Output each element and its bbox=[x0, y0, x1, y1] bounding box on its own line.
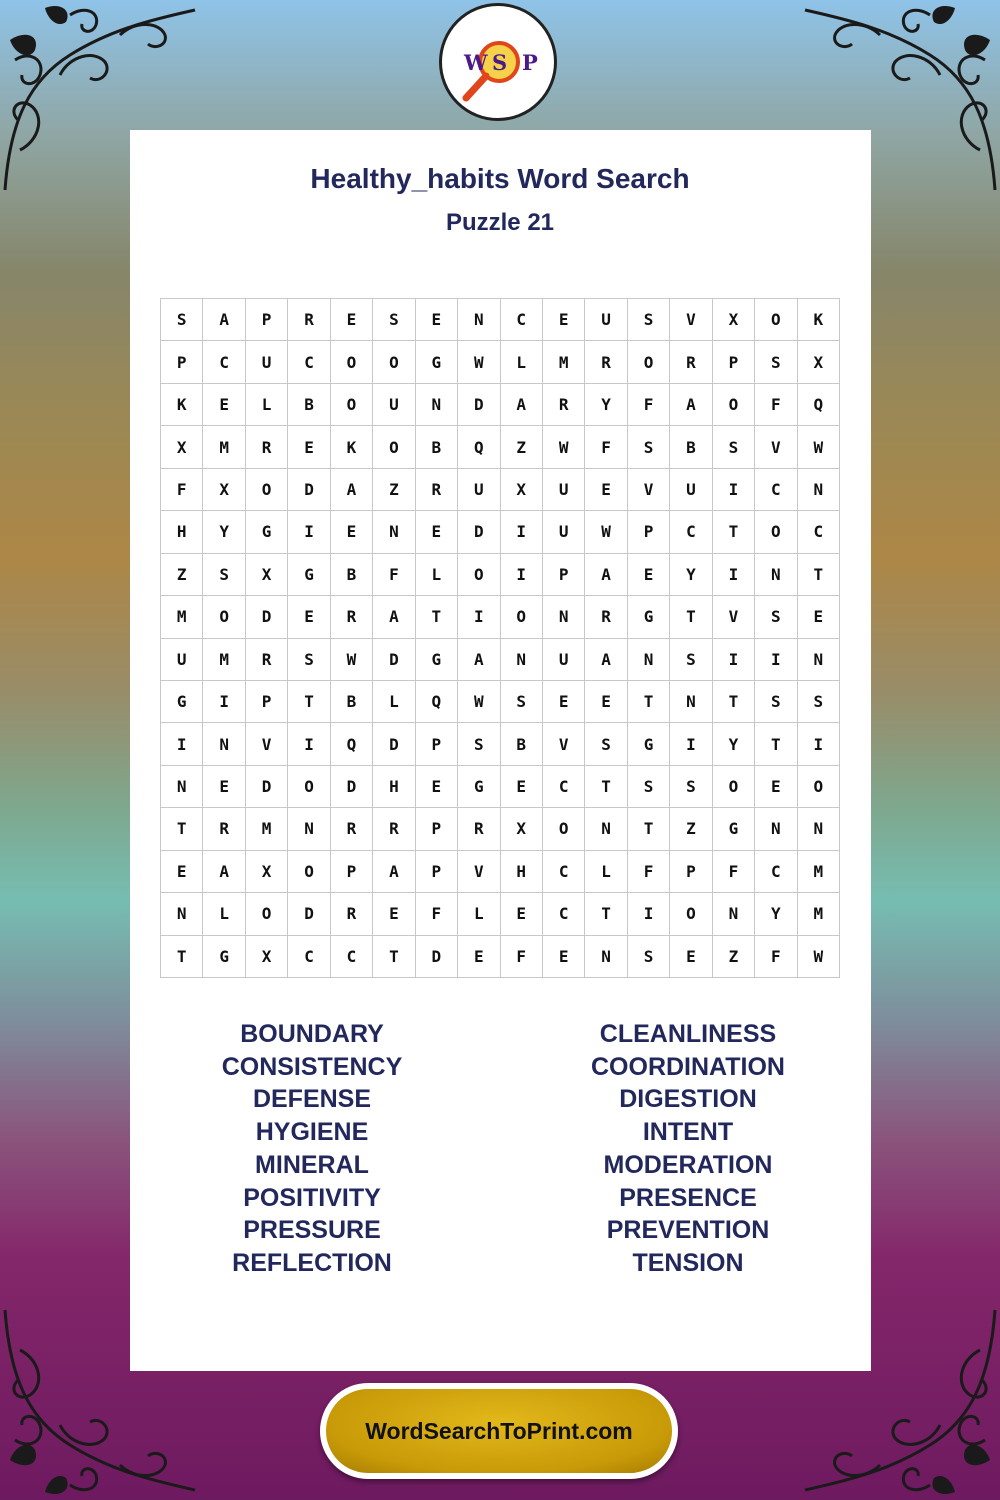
grid-cell[interactable]: R bbox=[246, 639, 288, 681]
grid-cell[interactable]: X bbox=[713, 299, 755, 341]
grid-cell[interactable]: U bbox=[543, 469, 585, 511]
grid-cell[interactable]: A bbox=[203, 851, 245, 893]
grid-cell[interactable]: Z bbox=[713, 936, 755, 978]
grid-cell[interactable]: Z bbox=[670, 808, 712, 850]
grid-cell[interactable]: A bbox=[585, 554, 627, 596]
grid-cell[interactable]: H bbox=[501, 851, 543, 893]
grid-cell[interactable]: X bbox=[501, 469, 543, 511]
grid-cell[interactable]: T bbox=[161, 936, 203, 978]
grid-cell[interactable]: D bbox=[416, 936, 458, 978]
grid-cell[interactable]: T bbox=[585, 893, 627, 935]
grid-cell[interactable]: W bbox=[798, 936, 840, 978]
grid-cell[interactable]: U bbox=[246, 341, 288, 383]
grid-cell[interactable]: V bbox=[628, 469, 670, 511]
grid-cell[interactable]: G bbox=[203, 936, 245, 978]
grid-cell[interactable]: E bbox=[585, 469, 627, 511]
grid-cell[interactable]: L bbox=[373, 681, 415, 723]
word-list-left bbox=[162, 1018, 462, 1280]
grid-cell[interactable]: W bbox=[458, 681, 500, 723]
grid-cell[interactable]: T bbox=[288, 681, 330, 723]
grid-cell[interactable]: N bbox=[628, 639, 670, 681]
grid-cell[interactable]: X bbox=[161, 426, 203, 468]
grid-cell[interactable]: B bbox=[288, 384, 330, 426]
word-list-right bbox=[538, 1018, 838, 1280]
grid-cell[interactable]: C bbox=[543, 851, 585, 893]
grid-cell[interactable]: A bbox=[501, 384, 543, 426]
grid-cell[interactable]: D bbox=[373, 723, 415, 765]
grid-cell[interactable]: E bbox=[458, 936, 500, 978]
grid-cell[interactable]: V bbox=[670, 299, 712, 341]
puzzle-title: Healthy_habits Word Search bbox=[310, 163, 690, 194]
grid-cell[interactable]: R bbox=[246, 426, 288, 468]
grid-cell[interactable]: M bbox=[246, 808, 288, 850]
grid-cell[interactable]: E bbox=[331, 299, 373, 341]
grid-cell[interactable]: Z bbox=[501, 426, 543, 468]
grid-cell[interactable]: E bbox=[203, 766, 245, 808]
grid-cell[interactable]: E bbox=[288, 426, 330, 468]
grid-cell[interactable]: D bbox=[246, 766, 288, 808]
grid-cell[interactable]: G bbox=[628, 723, 670, 765]
grid-cell[interactable]: F bbox=[416, 893, 458, 935]
grid-cell[interactable]: L bbox=[585, 851, 627, 893]
grid-cell[interactable]: W bbox=[458, 341, 500, 383]
grid-cell[interactable]: N bbox=[585, 808, 627, 850]
grid-cell[interactable]: C bbox=[331, 936, 373, 978]
grid-cell[interactable]: I bbox=[501, 511, 543, 553]
grid-cell[interactable]: Y bbox=[713, 723, 755, 765]
word-item: CONSISTENCY bbox=[221, 1052, 403, 1081]
grid-cell[interactable]: N bbox=[585, 936, 627, 978]
grid-cell[interactable]: Q bbox=[416, 681, 458, 723]
grid-cell[interactable]: X bbox=[501, 808, 543, 850]
grid-cell[interactable]: T bbox=[161, 808, 203, 850]
grid-cell[interactable]: H bbox=[161, 511, 203, 553]
grid-cell[interactable]: I bbox=[628, 893, 670, 935]
grid-cell[interactable]: R bbox=[288, 299, 330, 341]
grid-cell[interactable]: S bbox=[628, 766, 670, 808]
grid-cell[interactable]: Y bbox=[203, 511, 245, 553]
grid-cell[interactable]: L bbox=[501, 341, 543, 383]
grid-cell[interactable]: S bbox=[628, 299, 670, 341]
grid-cell[interactable]: N bbox=[203, 723, 245, 765]
grid-cell[interactable]: F bbox=[755, 384, 797, 426]
site-link-label: WordSearchToPrint.com bbox=[365, 1417, 633, 1444]
grid-cell[interactable]: A bbox=[373, 596, 415, 638]
grid-cell[interactable]: P bbox=[416, 851, 458, 893]
word-item: MINERAL bbox=[255, 1150, 369, 1179]
grid-cell[interactable]: B bbox=[501, 723, 543, 765]
grid-cell[interactable]: N bbox=[798, 808, 840, 850]
grid-cell[interactable]: Y bbox=[755, 893, 797, 935]
word-item: REFLECTION bbox=[232, 1248, 392, 1277]
grid-cell[interactable]: R bbox=[670, 341, 712, 383]
grid-cell[interactable]: O bbox=[543, 808, 585, 850]
grid-cell[interactable]: O bbox=[288, 851, 330, 893]
grid-cell[interactable]: R bbox=[458, 808, 500, 850]
grid-cell[interactable]: N bbox=[501, 639, 543, 681]
grid-cell[interactable]: O bbox=[670, 893, 712, 935]
grid-cell[interactable]: E bbox=[373, 893, 415, 935]
grid-cell[interactable]: G bbox=[628, 596, 670, 638]
grid-cell[interactable]: D bbox=[288, 893, 330, 935]
grid-cell[interactable]: O bbox=[755, 511, 797, 553]
grid-cell[interactable]: L bbox=[246, 384, 288, 426]
grid-cell[interactable]: C bbox=[755, 469, 797, 511]
word-item: CLEANLINESS bbox=[599, 1020, 777, 1048]
grid-cell[interactable]: I bbox=[798, 723, 840, 765]
grid-cell[interactable]: L bbox=[416, 554, 458, 596]
grid-cell[interactable]: K bbox=[161, 384, 203, 426]
grid-cell[interactable]: F bbox=[713, 851, 755, 893]
word-item: DIGESTION bbox=[619, 1085, 757, 1114]
grid-cell[interactable]: C bbox=[670, 511, 712, 553]
grid-cell[interactable]: I bbox=[161, 723, 203, 765]
site-link-button[interactable] bbox=[320, 1383, 678, 1479]
grid-cell[interactable]: B bbox=[416, 426, 458, 468]
logo-letter-s: S bbox=[492, 50, 508, 75]
grid-cell[interactable]: S bbox=[755, 341, 797, 383]
grid-cell[interactable]: N bbox=[416, 384, 458, 426]
grid-cell[interactable]: A bbox=[585, 639, 627, 681]
word-item: HYGIENE bbox=[255, 1118, 369, 1147]
grid-cell[interactable]: E bbox=[501, 893, 543, 935]
grid-cell[interactable]: C bbox=[288, 936, 330, 978]
grid-cell[interactable]: I bbox=[458, 596, 500, 638]
grid-cell[interactable]: S bbox=[628, 426, 670, 468]
grid-cell[interactable]: N bbox=[798, 469, 840, 511]
grid-cell[interactable]: S bbox=[373, 299, 415, 341]
grid-cell[interactable]: C bbox=[543, 893, 585, 935]
grid-cell[interactable]: U bbox=[585, 299, 627, 341]
grid-cell[interactable]: O bbox=[798, 766, 840, 808]
grid-cell[interactable]: K bbox=[798, 299, 840, 341]
grid-cell[interactable]: F bbox=[755, 936, 797, 978]
grid-cell[interactable]: T bbox=[416, 596, 458, 638]
grid-cell[interactable]: T bbox=[755, 723, 797, 765]
word-item: PREVENTION bbox=[606, 1216, 770, 1245]
grid-cell[interactable]: E bbox=[755, 766, 797, 808]
grid-cell[interactable]: O bbox=[713, 384, 755, 426]
grid-cell[interactable]: X bbox=[798, 341, 840, 383]
grid-cell[interactable]: O bbox=[373, 341, 415, 383]
grid-cell[interactable]: R bbox=[203, 808, 245, 850]
grid-cell[interactable]: Z bbox=[161, 554, 203, 596]
grid-cell[interactable]: O bbox=[246, 893, 288, 935]
grid-cell[interactable]: M bbox=[203, 639, 245, 681]
grid-cell[interactable]: M bbox=[798, 851, 840, 893]
grid-cell[interactable]: Q bbox=[798, 384, 840, 426]
grid-cell[interactable]: P bbox=[416, 808, 458, 850]
grid-cell[interactable]: P bbox=[543, 554, 585, 596]
grid-cell[interactable]: A bbox=[203, 299, 245, 341]
grid-cell[interactable]: P bbox=[628, 511, 670, 553]
grid-cell[interactable]: E bbox=[585, 681, 627, 723]
word-item: DEFENSE bbox=[252, 1085, 372, 1114]
grid-cell[interactable]: S bbox=[670, 766, 712, 808]
grid-cell[interactable]: L bbox=[203, 893, 245, 935]
grid-cell[interactable]: R bbox=[331, 893, 373, 935]
grid-cell[interactable]: N bbox=[798, 639, 840, 681]
grid-cell[interactable]: N bbox=[670, 681, 712, 723]
grid-cell[interactable]: E bbox=[543, 936, 585, 978]
grid-cell[interactable]: D bbox=[373, 639, 415, 681]
grid-cell[interactable]: D bbox=[288, 469, 330, 511]
grid-cell[interactable]: N bbox=[755, 808, 797, 850]
grid-cell[interactable]: I bbox=[713, 469, 755, 511]
grid-cell[interactable]: E bbox=[203, 384, 245, 426]
grid-cell[interactable]: L bbox=[458, 893, 500, 935]
grid-cell[interactable]: O bbox=[628, 341, 670, 383]
word-item: PRESSURE bbox=[243, 1216, 381, 1245]
word-item: MODERATION bbox=[603, 1150, 773, 1179]
grid-cell[interactable]: E bbox=[798, 596, 840, 638]
grid-cell[interactable]: U bbox=[670, 469, 712, 511]
grid-cell[interactable]: A bbox=[670, 384, 712, 426]
grid-cell[interactable]: I bbox=[288, 511, 330, 553]
grid-cell[interactable]: V bbox=[246, 723, 288, 765]
grid-cell[interactable]: T bbox=[713, 511, 755, 553]
grid-cell[interactable]: N bbox=[161, 893, 203, 935]
grid-cell[interactable]: N bbox=[288, 808, 330, 850]
grid-cell[interactable]: E bbox=[288, 596, 330, 638]
grid-cell[interactable]: M bbox=[203, 426, 245, 468]
grid-cell[interactable]: E bbox=[628, 554, 670, 596]
site-logo[interactable] bbox=[439, 3, 557, 121]
logo-letter-p: P bbox=[522, 50, 538, 75]
grid-cell[interactable]: X bbox=[246, 936, 288, 978]
word-item: COORDINATION bbox=[591, 1052, 785, 1081]
grid-cell[interactable]: G bbox=[416, 639, 458, 681]
grid-cell[interactable]: T bbox=[628, 681, 670, 723]
grid-cell[interactable]: D bbox=[458, 384, 500, 426]
grid-cell[interactable]: P bbox=[416, 723, 458, 765]
grid-cell[interactable]: T bbox=[713, 681, 755, 723]
grid-cell[interactable]: P bbox=[331, 851, 373, 893]
grid-cell[interactable]: E bbox=[543, 299, 585, 341]
grid-cell[interactable]: C bbox=[501, 299, 543, 341]
word-item: BOUNDARY bbox=[240, 1020, 384, 1048]
grid-cell[interactable]: C bbox=[755, 851, 797, 893]
grid-cell[interactable]: Q bbox=[331, 723, 373, 765]
grid-cell[interactable]: E bbox=[416, 511, 458, 553]
grid-cell[interactable]: G bbox=[458, 766, 500, 808]
grid-cell[interactable]: T bbox=[373, 936, 415, 978]
grid-cell[interactable]: S bbox=[755, 681, 797, 723]
grid-cell[interactable]: V bbox=[755, 426, 797, 468]
grid-cell[interactable]: F bbox=[501, 936, 543, 978]
grid-cell[interactable]: M bbox=[543, 341, 585, 383]
grid-cell[interactable]: O bbox=[373, 426, 415, 468]
grid-cell[interactable]: D bbox=[331, 766, 373, 808]
grid-cell[interactable]: G bbox=[416, 341, 458, 383]
grid-cell[interactable]: O bbox=[755, 299, 797, 341]
grid-cell[interactable]: G bbox=[161, 681, 203, 723]
grid-cell[interactable]: Y bbox=[585, 384, 627, 426]
grid-cell[interactable]: X bbox=[203, 469, 245, 511]
grid-cell[interactable]: F bbox=[373, 554, 415, 596]
grid-cell[interactable]: V bbox=[458, 851, 500, 893]
grid-cell[interactable]: D bbox=[246, 596, 288, 638]
grid-cell[interactable]: A bbox=[458, 639, 500, 681]
word-item: TENSION bbox=[632, 1248, 744, 1277]
grid-cell[interactable]: S bbox=[203, 554, 245, 596]
grid-cell[interactable]: S bbox=[501, 681, 543, 723]
grid-cell[interactable]: U bbox=[373, 384, 415, 426]
grid-cell[interactable]: E bbox=[543, 681, 585, 723]
grid-cell[interactable]: I bbox=[501, 554, 543, 596]
grid-cell[interactable]: O bbox=[713, 766, 755, 808]
grid-cell[interactable]: A bbox=[331, 469, 373, 511]
letter-grid bbox=[160, 298, 840, 978]
grid-cell[interactable]: B bbox=[670, 426, 712, 468]
grid-cell[interactable]: M bbox=[161, 596, 203, 638]
grid-cell[interactable]: R bbox=[416, 469, 458, 511]
grid-cell[interactable]: I bbox=[713, 639, 755, 681]
grid-cell[interactable]: W bbox=[798, 426, 840, 468]
grid-cell[interactable]: M bbox=[798, 893, 840, 935]
grid-cell[interactable]: N bbox=[161, 766, 203, 808]
grid-cell[interactable]: G bbox=[713, 808, 755, 850]
grid-cell[interactable]: S bbox=[755, 596, 797, 638]
grid-cell[interactable]: S bbox=[288, 639, 330, 681]
grid-cell[interactable]: P bbox=[246, 299, 288, 341]
grid-cell[interactable]: T bbox=[628, 808, 670, 850]
grid-cell[interactable]: S bbox=[670, 639, 712, 681]
grid-cell[interactable]: S bbox=[458, 723, 500, 765]
grid-cell[interactable]: X bbox=[246, 554, 288, 596]
grid-cell[interactable]: R bbox=[585, 596, 627, 638]
grid-cell[interactable]: V bbox=[543, 723, 585, 765]
grid-cell[interactable]: I bbox=[713, 554, 755, 596]
grid-cell[interactable]: F bbox=[585, 426, 627, 468]
grid-cell[interactable]: D bbox=[458, 511, 500, 553]
grid-cell[interactable]: N bbox=[543, 596, 585, 638]
grid-cell[interactable]: V bbox=[713, 596, 755, 638]
grid-cell[interactable]: I bbox=[670, 723, 712, 765]
grid-cell[interactable]: C bbox=[543, 766, 585, 808]
grid-cell[interactable]: P bbox=[161, 341, 203, 383]
word-item: INTENT bbox=[642, 1118, 734, 1147]
grid-cell[interactable]: I bbox=[755, 639, 797, 681]
grid-cell[interactable]: O bbox=[288, 766, 330, 808]
grid-cell[interactable]: S bbox=[161, 299, 203, 341]
grid-cell[interactable]: U bbox=[161, 639, 203, 681]
grid-cell[interactable]: O bbox=[458, 554, 500, 596]
grid-cell[interactable]: E bbox=[416, 299, 458, 341]
grid-cell[interactable]: K bbox=[331, 426, 373, 468]
grid-cell[interactable]: Z bbox=[373, 469, 415, 511]
grid-cell[interactable]: W bbox=[585, 511, 627, 553]
grid-cell[interactable]: G bbox=[288, 554, 330, 596]
grid-cell[interactable]: I bbox=[203, 681, 245, 723]
grid-cell[interactable]: N bbox=[458, 299, 500, 341]
grid-cell[interactable]: N bbox=[713, 893, 755, 935]
grid-cell[interactable]: W bbox=[331, 639, 373, 681]
grid-cell[interactable]: U bbox=[543, 639, 585, 681]
grid-cell[interactable]: T bbox=[585, 766, 627, 808]
grid-cell[interactable]: S bbox=[628, 936, 670, 978]
grid-cell[interactable]: Y bbox=[670, 554, 712, 596]
grid-cell[interactable]: R bbox=[331, 596, 373, 638]
grid-cell[interactable]: I bbox=[288, 723, 330, 765]
grid-cell[interactable]: Q bbox=[458, 426, 500, 468]
grid-cell[interactable]: O bbox=[331, 341, 373, 383]
grid-cell[interactable]: W bbox=[543, 426, 585, 468]
grid-cell[interactable]: C bbox=[288, 341, 330, 383]
grid-cell[interactable]: T bbox=[798, 554, 840, 596]
grid-cell[interactable]: U bbox=[543, 511, 585, 553]
grid-cell[interactable]: F bbox=[628, 851, 670, 893]
grid-cell[interactable]: O bbox=[203, 596, 245, 638]
grid-cell[interactable]: O bbox=[246, 469, 288, 511]
grid-cell[interactable]: F bbox=[628, 384, 670, 426]
grid-cell[interactable]: T bbox=[670, 596, 712, 638]
grid-cell[interactable]: C bbox=[798, 511, 840, 553]
grid-cell[interactable]: R bbox=[585, 341, 627, 383]
grid-cell[interactable]: B bbox=[331, 681, 373, 723]
grid-cell[interactable]: C bbox=[203, 341, 245, 383]
grid-cell[interactable]: P bbox=[713, 341, 755, 383]
grid-cell[interactable]: P bbox=[246, 681, 288, 723]
grid-cell[interactable]: P bbox=[670, 851, 712, 893]
grid-cell[interactable]: S bbox=[798, 681, 840, 723]
grid-cell[interactable]: H bbox=[373, 766, 415, 808]
grid-cell[interactable]: E bbox=[331, 511, 373, 553]
puzzle-subtitle: Puzzle 21 bbox=[445, 209, 555, 236]
grid-cell[interactable]: E bbox=[416, 766, 458, 808]
grid-cell[interactable]: R bbox=[543, 384, 585, 426]
grid-cell[interactable]: O bbox=[331, 384, 373, 426]
grid-cell[interactable]: N bbox=[373, 511, 415, 553]
word-item: PRESENCE bbox=[619, 1183, 757, 1212]
grid-cell[interactable]: E bbox=[670, 936, 712, 978]
grid-cell[interactable]: O bbox=[501, 596, 543, 638]
grid-cell[interactable]: R bbox=[373, 808, 415, 850]
grid-cell[interactable]: E bbox=[161, 851, 203, 893]
word-item: POSITIVITY bbox=[243, 1183, 381, 1212]
grid-cell[interactable]: R bbox=[331, 808, 373, 850]
logo-letter-w: W bbox=[464, 50, 488, 75]
grid-cell[interactable]: G bbox=[246, 511, 288, 553]
grid-cell[interactable]: X bbox=[246, 851, 288, 893]
grid-cell[interactable]: U bbox=[458, 469, 500, 511]
grid-cell[interactable]: S bbox=[585, 723, 627, 765]
grid-cell[interactable]: S bbox=[713, 426, 755, 468]
grid-cell[interactable]: B bbox=[331, 554, 373, 596]
grid-cell[interactable]: F bbox=[161, 469, 203, 511]
grid-cell[interactable]: N bbox=[755, 554, 797, 596]
grid-cell[interactable]: E bbox=[501, 766, 543, 808]
grid-cell[interactable]: A bbox=[373, 851, 415, 893]
